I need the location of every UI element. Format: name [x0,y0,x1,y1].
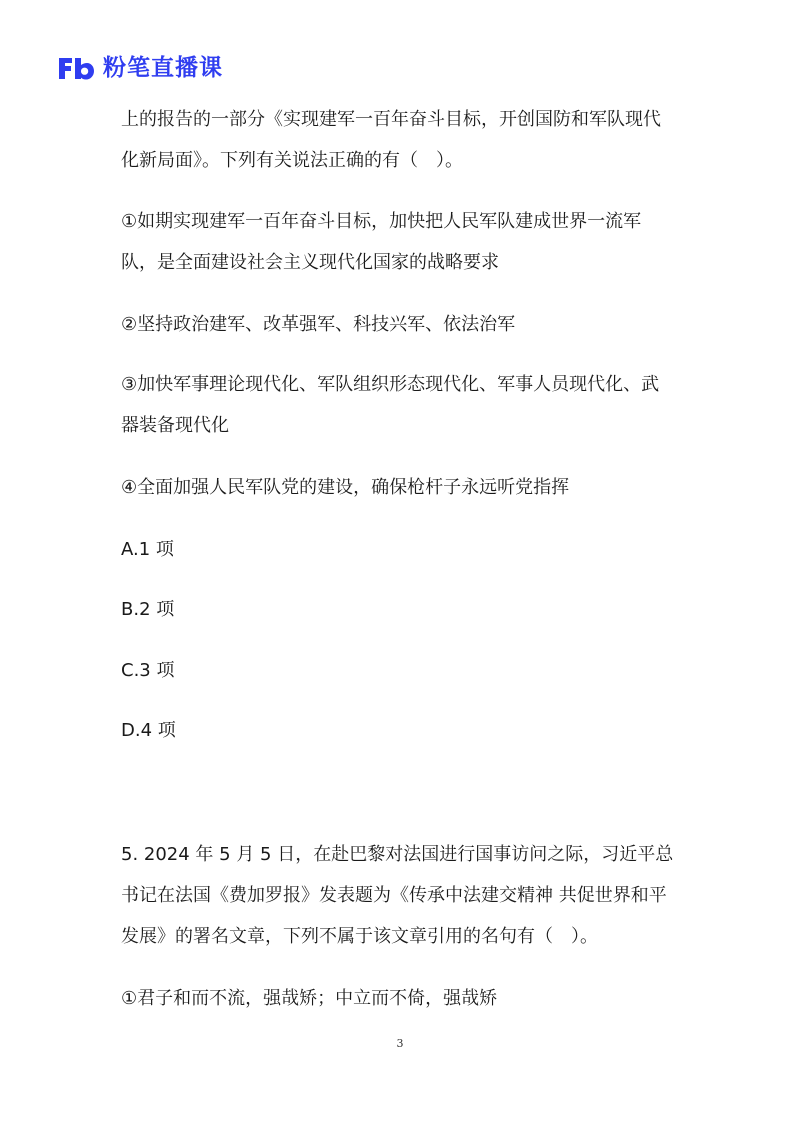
page-number: 3 [396,1037,404,1050]
question-4-item-2: ②坚持政治建军、改革强军、科技兴军、依法治军 [121,314,516,335]
brand-logo [57,54,223,82]
stem-line: 5. 2024 年 5 月 5 日，在赴巴黎对法国进行国事访问之际，习近平总 [121,844,674,865]
question-4-item-1 [121,201,681,283]
item-line: ③加快军事理论现代化、军队组织形态现代化、军事人员现代化、武 [121,374,660,395]
item-line: 队，是全面建设社会主义现代化国家的战略要求 [121,252,499,273]
option-c: C.3 项 [121,660,175,681]
question-5-stem [121,834,681,957]
option-a: A.1 项 [121,539,174,560]
question-4-stem [121,99,681,181]
stem-line: 化新局面》。下列有关说法正确的有（ ）。 [121,150,463,171]
stem-line: 发展》的署名文章，下列不属于该文章引用的名句有（ ）。 [121,926,598,947]
logo-text: 粉笔直播课 [103,55,223,81]
item-line: 器装备现代化 [121,415,229,436]
item-line: ①如期实现建军一百年奋斗目标，加快把人民军队建成世界一流军 [121,211,642,232]
question-4-item-4: ④全面加强人民军队党的建设，确保枪杆子永远听党指挥 [121,477,570,498]
fb-logo-icon [57,55,95,81]
question-5-item-1: ①君子和而不流，强哉矫；中立而不倚，强哉矫 [121,988,498,1009]
option-d: D.4 项 [121,720,176,741]
option-b: B.2 项 [121,599,175,620]
stem-line: 书记在法国《费加罗报》发表题为《传承中法建交精神 共促世界和平 [121,885,667,906]
question-4-item-3 [121,364,681,446]
stem-line: 上的报告的一部分《实现建军一百年奋斗目标，开创国防和军队现代 [121,109,661,130]
